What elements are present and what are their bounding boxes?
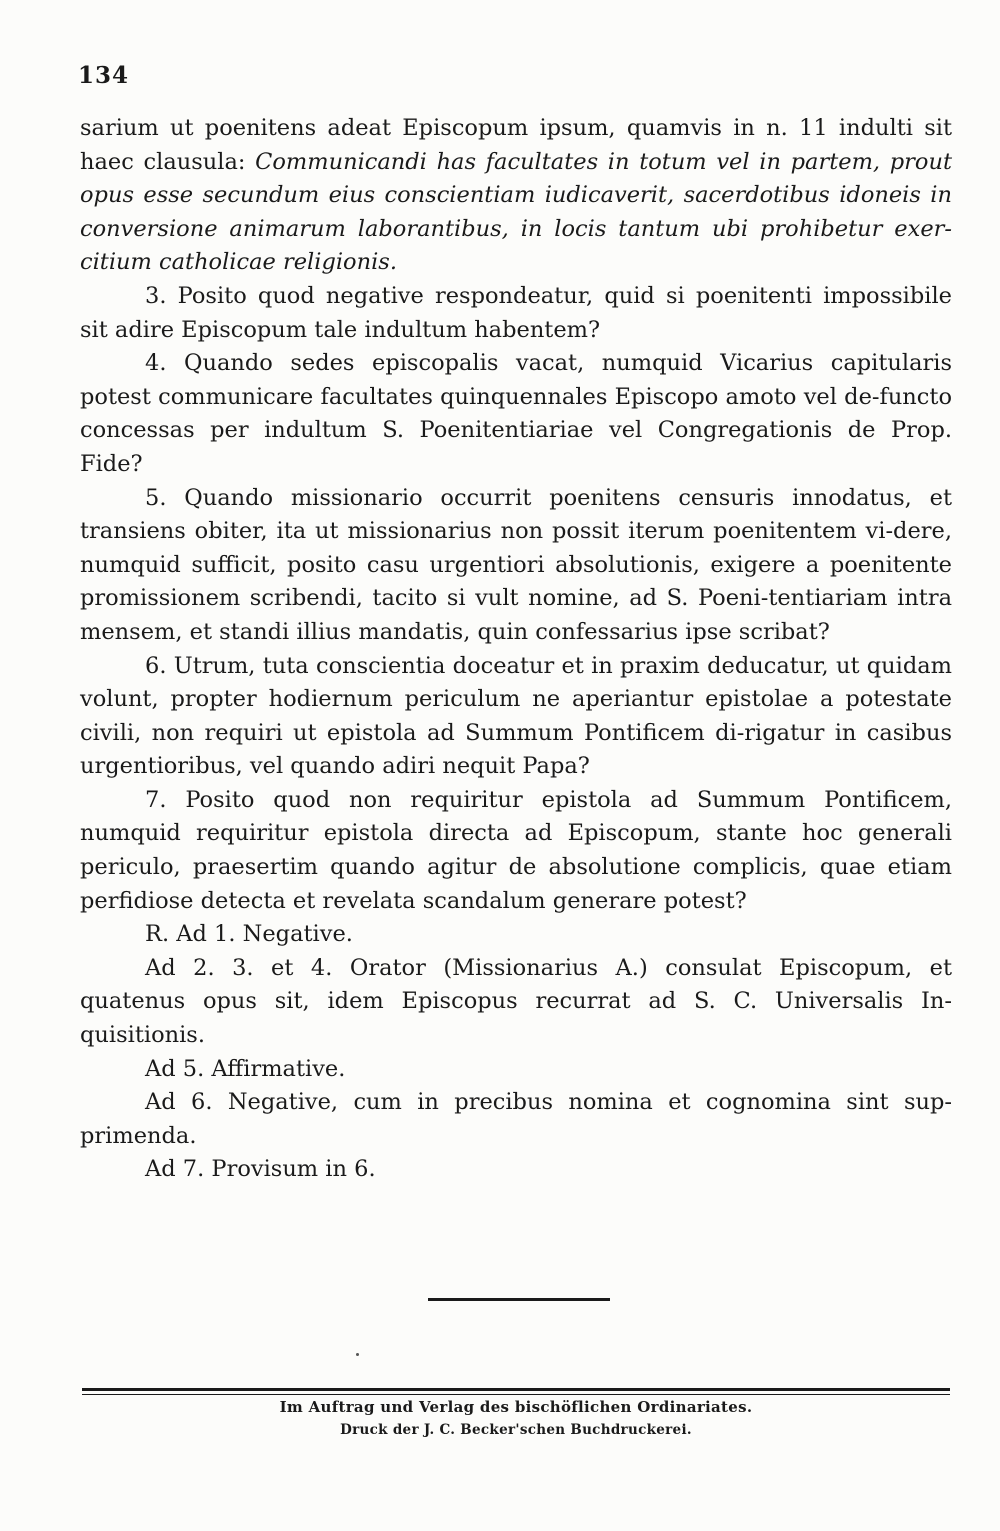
paragraph [80, 112, 952, 280]
paragraph [80, 1086, 952, 1153]
paragraph [80, 1053, 952, 1087]
paragraph [80, 784, 952, 918]
footer-rule-thin [82, 1394, 950, 1395]
paragraph-text: 4. Quando sedes episcopalis vacat, numquid Vicarius capitularis potest communicare facultates quinquennales Episcopo amoto vel de-functo concessas per indultum S. Poenitentiariae vel Congregationis de Prop. Fide? [80, 350, 952, 477]
section-end-rule [428, 1298, 610, 1301]
paragraph-text: R. Ad 1. Negative. [145, 921, 353, 948]
paragraph-text: Ad 7. Provisum in 6. [145, 1156, 376, 1183]
paragraph-text: Ad 5. Affirmative. [145, 1055, 346, 1082]
paragraph-text: sarium ut poenitens adeat Episcopum ipsum, quamvis in n. 11 indulti sit haec clausula: [80, 115, 952, 175]
page-number: 134 [78, 62, 130, 89]
paragraph [80, 482, 952, 650]
body-text [80, 112, 952, 1187]
paragraph-text: 7. Posito quod non requiritur epistola ad Summum Pontificem, numquid requiritur epistola directa ad Episcopum, stante hoc generali periculo, praesertim quando agitur de absolutione complicis, quae etiam perfidiose detecta et revelata scandalum generare potest? [80, 786, 952, 914]
footer-rule [82, 1388, 950, 1391]
italic-quote: Communicandi has facultates in totum vel in partem, prout opus esse secundum eius conscientiam iudicaverit, sacerdotibus idoneis in conversione animarum laborantibus, in locis tantum ubi prohibetur exer-citium catholicae religionis. [80, 148, 953, 276]
paragraph-text: Ad 2. 3. et 4. Orator (Missionarius A.) consulat Episcopum, et quatenus opus sit, idem Episcopus recurrat ad S. C. Universalis In-quisitionis. [80, 954, 952, 1049]
paragraph [80, 280, 952, 347]
paragraph-text: 6. Utrum, tuta conscientia doceatur et in praxim deducatur, ut quidam volunt, propter hodiernum periculum ne aperiantur epistolae a potestate civili, non requiri ut epistola ad Summum Pontificem di-rigatur in casibus urgentioribus, vel quando adiri nequit Papa? [80, 652, 952, 780]
imprint-printer: Druck der J. C. Becker'schen Buchdruckerei. [340, 1422, 692, 1438]
paragraph [80, 1153, 952, 1187]
imprint-publisher: Im Auftrag und Verlag des bischöflichen Ordinariates. [279, 1398, 753, 1416]
paragraph-text: Ad 6. Negative, cum in precibus nomina et cognomina sint sup-primenda. [80, 1089, 952, 1149]
paragraph-text: 3. Posito quod negative respondeatur, quid si poenitenti impossibile sit adire Episcopum tale indultum habentem? [80, 282, 952, 343]
paragraph-text: 5. Quando missionario occurrit poenitens censuris innodatus, et transiens obiter, ita ut missionarius non possit iterum poenitentem vi-dere, numquid sufficit, posito casu urgentiori absolutionis, exigere a poenitente promissionem scribendi, tacito si vult nomine, ad S. Poeni-tentiariam intra mensem, et standi illius mandatis, quin confessarius ipse scribat? [80, 484, 952, 645]
paragraph [80, 347, 952, 481]
paragraph [80, 952, 952, 1053]
paragraph [80, 918, 952, 952]
print-speck [356, 1353, 359, 1356]
paragraph [80, 650, 952, 784]
